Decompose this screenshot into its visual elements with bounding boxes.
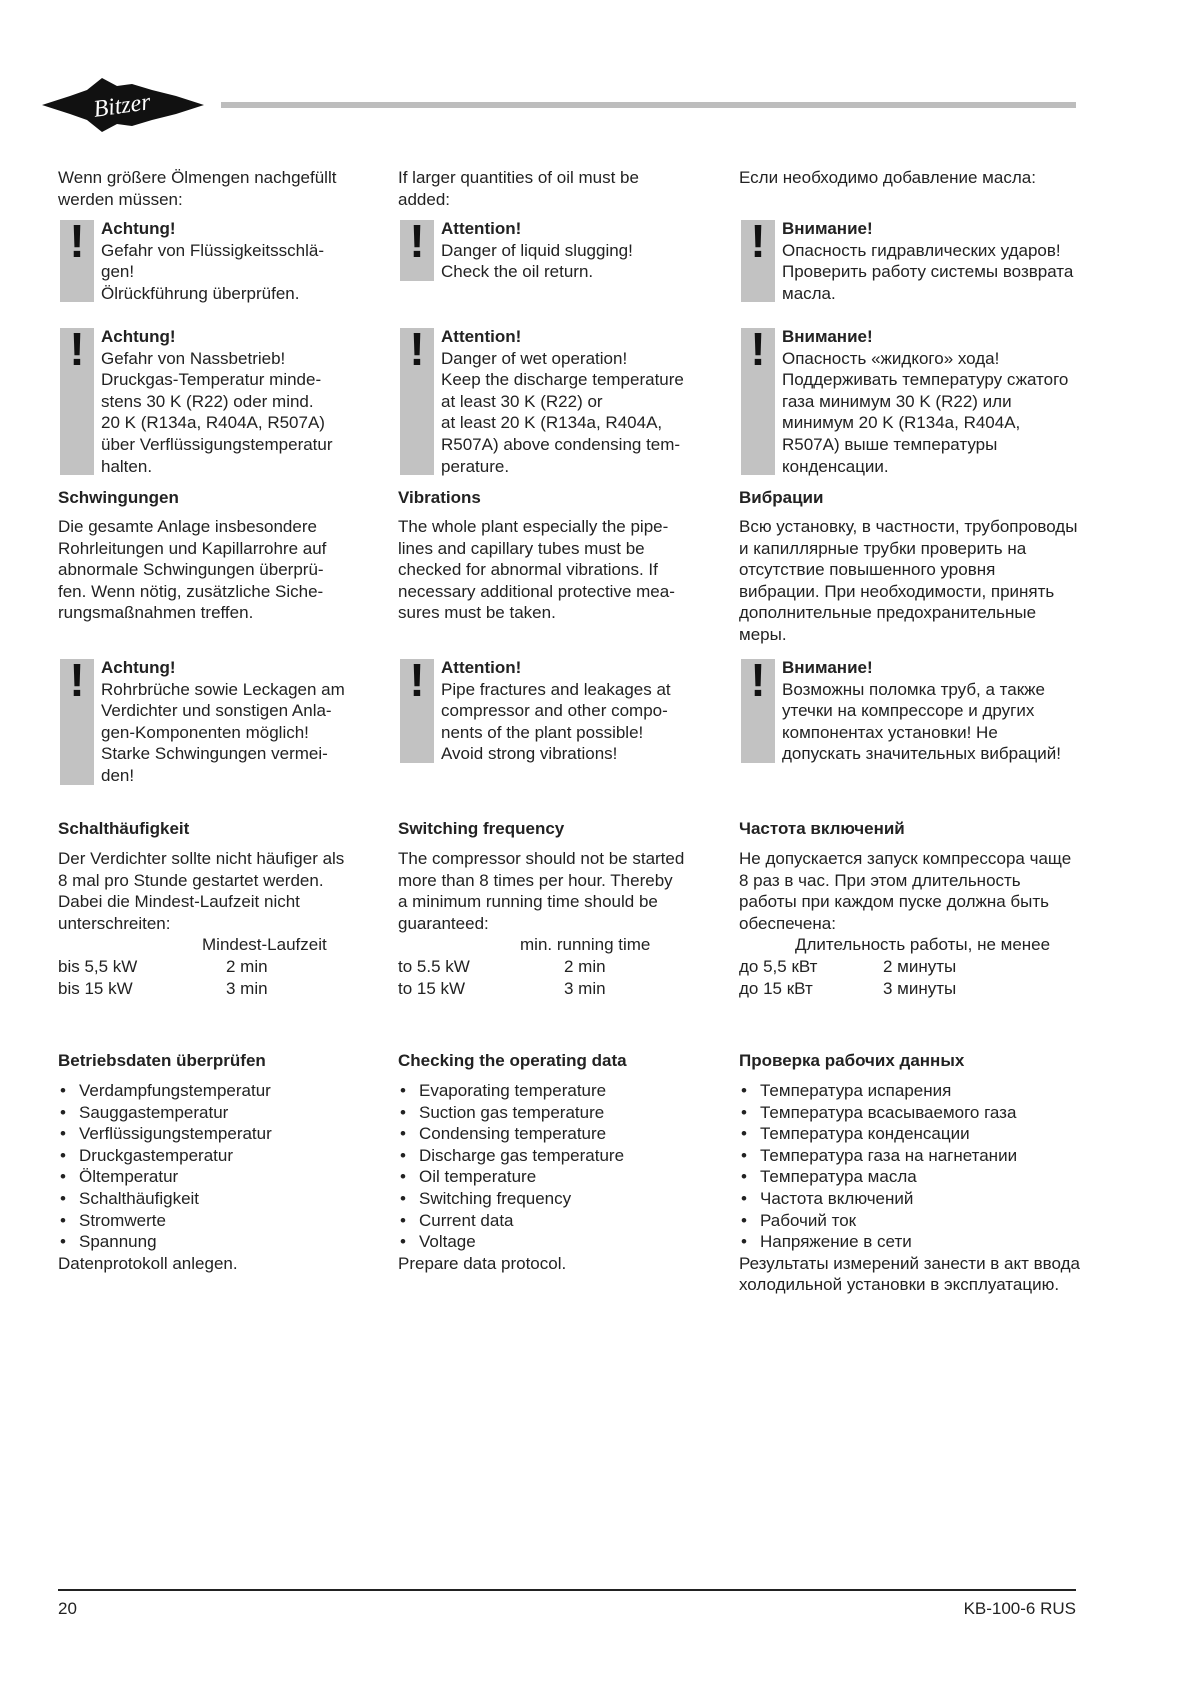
checking-list [739, 1080, 1079, 1296]
text-line: Die gesamte Anlage insbesondere [58, 517, 317, 536]
text-line: дополнительные предохранительные [739, 603, 1037, 623]
list-item-text: Oil temperature [419, 1167, 537, 1187]
min-runtime: 3 min [564, 978, 606, 998]
warning-line: компонентах установки! Не [782, 722, 998, 742]
bullet-icon: • [741, 1145, 747, 1165]
warning-line: über Verflüssigungstemperatur [101, 434, 333, 454]
runtime-table [739, 934, 1079, 999]
text-line: работы при каждом пуске должна быть [739, 892, 1050, 912]
bullet-icon: • [60, 1145, 66, 1165]
text-line: Если необходимо добавление масла: [739, 168, 1036, 187]
table-header: Mindest-Laufzeit [202, 935, 327, 955]
bullet-icon: • [60, 1232, 66, 1252]
table-header: Длительность работы, не менее [795, 935, 1051, 955]
warning-line: nents of the plant possible! [441, 722, 644, 742]
bullet-icon: • [60, 1188, 66, 1208]
switching-text [398, 848, 738, 999]
list-item [398, 1080, 738, 1102]
text-line: necessary additional protective mea- [398, 581, 675, 601]
text-line: guaranteed: [398, 913, 489, 933]
list-item-text: Температура испарения [760, 1081, 952, 1100]
vibrations-text [398, 516, 738, 624]
section-heading: Checking the operating data [398, 1051, 627, 1070]
warning-line: R507A) выше температуры [782, 434, 998, 454]
text-line: отсутствие повышенного уровня [739, 560, 996, 580]
warning-line: утечки на компрессоре и других [782, 701, 1035, 721]
exclamation-icon: ! [409, 215, 425, 267]
table-row [398, 956, 738, 978]
list-item [398, 1210, 738, 1232]
warning-line: допускать значительных вибраций! [782, 744, 1061, 764]
warning-text [782, 326, 1068, 477]
bullet-icon: • [400, 1210, 406, 1230]
table-header: min. running time [520, 935, 651, 955]
section-heading: Schwingungen [58, 488, 179, 507]
list-item [58, 1080, 398, 1102]
text-line: холодильной установки в эксплуатацию. [739, 1275, 1060, 1295]
switching-text [739, 848, 1079, 999]
min-runtime: 2 min [564, 956, 606, 976]
bullet-icon: • [400, 1188, 406, 1208]
text-line: 8 mal pro Stunde gestartet werden. [58, 870, 324, 890]
warning-title: Attention! [441, 327, 522, 346]
list-item [398, 1123, 738, 1145]
list-item [398, 1166, 738, 1188]
warning-bar [60, 323, 94, 475]
warning-line: Проверить работу системы возврата [782, 262, 1074, 282]
text-line: Dabei die Mindest-Laufzeit nicht [58, 892, 300, 912]
exclamation-icon: ! [69, 215, 85, 267]
svg-text:Bitzer: Bitzer [91, 89, 153, 123]
warning-text [101, 657, 345, 787]
bullet-icon: • [741, 1124, 747, 1144]
list-item-text: Schalthäufigkeit [79, 1188, 200, 1208]
list-item-text: Voltage [419, 1232, 476, 1252]
text-line: Результаты измерений занести в акт ввода [739, 1253, 1080, 1273]
vibrations-text [58, 516, 398, 624]
warning-title: Achtung! [101, 219, 176, 238]
text-line: Datenprotokoll anlegen. [58, 1253, 238, 1273]
footer-rule [58, 1589, 1076, 1591]
bullet-icon: • [400, 1081, 406, 1100]
runtime-table [58, 934, 398, 999]
warning-text [441, 218, 633, 283]
list-item-text: Частота включений [760, 1188, 914, 1208]
warning-line: конденсации. [782, 456, 889, 476]
checking-list [58, 1080, 398, 1274]
table-row [58, 956, 398, 978]
warning-line: минимум 20 K (R134a, R404A, [782, 413, 1021, 433]
warning-line: Gefahr von Flüssigkeitsschlä- [101, 240, 324, 260]
list-item-text: Suction gas temperature [419, 1102, 605, 1122]
warning-line: Keep the discharge temperature [441, 370, 684, 390]
warning-line: Druckgas-Temperatur minde- [101, 370, 322, 390]
text-line: Всю установку, в частности, трубопроводы [739, 517, 1078, 536]
warning-line: Gefahr von Nassbetrieb! [101, 348, 286, 368]
exclamation-icon: ! [750, 654, 766, 706]
warning-line: halten. [101, 456, 153, 476]
warning-line: Starke Schwingungen vermei- [101, 744, 328, 764]
text-line: If larger quantities of oil must be [398, 168, 639, 187]
warning-line: at least 30 K (R22) or [441, 391, 603, 411]
min-runtime: 3 min [226, 978, 268, 998]
warning-line: Rohrbrüche sowie Leckagen am [101, 679, 345, 699]
section-heading: Switching frequency [398, 819, 565, 838]
warning-bar [741, 323, 775, 475]
vibrations-text [739, 516, 1079, 646]
text-line: rungsmaßnahmen treffen. [58, 603, 254, 623]
list-item [58, 1123, 398, 1145]
list-item [398, 1102, 738, 1124]
bullet-icon: • [741, 1210, 747, 1230]
warning-title: Achtung! [101, 658, 176, 677]
section-heading: Частота включений [739, 819, 905, 838]
text-line: lines and capillary tubes must be [398, 538, 645, 558]
warning-line: Поддерживать температуру сжатого [782, 370, 1069, 390]
section-heading: Вибрации [739, 488, 824, 507]
warning-title: Внимание! [782, 327, 873, 346]
bullet-icon: • [741, 1102, 747, 1122]
warning-bar [60, 654, 94, 785]
warning-bar [741, 215, 775, 302]
warning-line: Ölrückführung überprüfen. [101, 283, 300, 303]
list-item [58, 1102, 398, 1124]
warning-line: Avoid strong vibrations! [441, 744, 618, 764]
text-line: Rohrleitungen und Kapillarrohre auf [58, 538, 327, 558]
warning-line: stens 30 K (R22) oder mind. [101, 391, 314, 411]
exclamation-icon: ! [750, 215, 766, 267]
text-line: a minimum running time should be [398, 892, 658, 912]
bullet-icon: • [741, 1232, 747, 1252]
text-line: Wenn größere Ölmengen nachgefüllt [58, 168, 337, 187]
list-item-text: Stromwerte [79, 1210, 166, 1230]
document-id: KB-100-6 RUS [963, 1599, 1076, 1618]
list-item [58, 1145, 398, 1167]
text-line: sures must be taken. [398, 603, 556, 623]
text-line: 8 раз в час. При этом длительность [739, 870, 1021, 890]
text-line: fen. Wenn nötig, zusätzliche Siche- [58, 581, 324, 601]
intro-text [398, 167, 738, 210]
warning-bar [741, 654, 775, 763]
bullet-icon: • [741, 1081, 747, 1100]
list-item-text: Температура всасываемого газа [760, 1102, 1017, 1122]
list-item-text: Verflüssigungstemperatur [79, 1124, 272, 1144]
power-range: to 5.5 kW [398, 956, 470, 976]
warning-bar [60, 215, 94, 302]
list-item-text: Spannung [79, 1232, 157, 1252]
list-item [58, 1188, 398, 1210]
warning-title: Attention! [441, 658, 522, 677]
bitzer-logo [42, 76, 204, 134]
warning-title: Attention! [441, 219, 522, 238]
warning-text [441, 326, 684, 477]
exclamation-icon: ! [409, 323, 425, 375]
warning-title: Achtung! [101, 327, 176, 346]
text-line: Не допускается запуск компрессора чаще [739, 849, 1072, 868]
list-item [398, 1145, 738, 1167]
list-item [739, 1123, 1079, 1145]
warning-line: Danger of liquid slugging! [441, 240, 633, 260]
power-range: to 15 kW [398, 978, 466, 998]
power-range: bis 15 kW [58, 978, 133, 998]
table-row [58, 978, 398, 1000]
warning-line: gen! [101, 262, 135, 282]
list-item-text: Discharge gas temperature [419, 1145, 625, 1165]
table-row [739, 978, 1079, 1000]
warning-line: Pipe fractures and leakages at [441, 679, 671, 699]
text-line: The compressor should not be started [398, 849, 685, 868]
bullet-icon: • [400, 1167, 406, 1187]
warning-title: Внимание! [782, 658, 873, 677]
warning-text [782, 218, 1073, 304]
list-item [398, 1231, 738, 1253]
text-line: меры. [739, 624, 787, 644]
warning-line: at least 20 K (R134a, R404A, [441, 413, 663, 433]
warning-line: R507A) above condensing tem- [441, 434, 681, 454]
exclamation-icon: ! [69, 654, 85, 706]
text-line: more than 8 times per hour. Thereby [398, 870, 673, 890]
warning-text [441, 657, 671, 765]
bullet-icon: • [400, 1145, 406, 1165]
list-item-text: Evaporating temperature [419, 1081, 607, 1100]
list-item-text: Напряжение в сети [760, 1232, 912, 1252]
list-item [739, 1210, 1079, 1232]
min-runtime: 2 минуты [883, 956, 957, 976]
list-item [58, 1166, 398, 1188]
text-line: werden müssen: [58, 189, 183, 209]
list-item [739, 1188, 1079, 1210]
list-item-text: Рабочий ток [760, 1210, 857, 1230]
list-item [739, 1231, 1079, 1253]
bullet-icon: • [400, 1124, 406, 1144]
text-line: unterschreiten: [58, 913, 171, 933]
list-item-text: Öltemperatur [79, 1167, 179, 1187]
warning-line: Verdichter und sonstigen Anla- [101, 701, 332, 721]
warning-bar [400, 323, 434, 475]
switching-text [58, 848, 398, 999]
text-line: abnormale Schwingungen überprü- [58, 560, 324, 580]
section-heading: Проверка рабочих данных [739, 1051, 965, 1070]
warning-text [782, 657, 1061, 765]
bullet-icon: • [60, 1167, 66, 1187]
warning-text [101, 218, 324, 304]
section-heading: Vibrations [398, 488, 481, 507]
runtime-table [398, 934, 738, 999]
warning-line: perature. [441, 456, 510, 476]
text-line: checked for abnormal vibrations. If [398, 560, 658, 580]
table-row [739, 956, 1079, 978]
list-item-text: Current data [419, 1210, 514, 1230]
list-item-text: Температура конденсации [760, 1124, 970, 1144]
warning-line: Опасность «жидкого» хода! [782, 348, 1000, 368]
bullet-icon: • [60, 1210, 66, 1230]
power-range: до 5,5 кВт [739, 956, 818, 976]
warning-line: den! [101, 765, 135, 785]
exclamation-icon: ! [750, 323, 766, 375]
warning-bar [400, 215, 434, 281]
warning-line: газа минимум 30 K (R22) или [782, 391, 1012, 411]
power-range: до 15 кВт [739, 978, 813, 998]
bullet-icon: • [60, 1124, 66, 1144]
warning-line: Опасность гидравлических ударов! [782, 240, 1061, 260]
bullet-icon: • [741, 1167, 747, 1187]
table-row [398, 978, 738, 1000]
checking-list [398, 1080, 738, 1274]
min-runtime: 3 минуты [883, 978, 957, 998]
list-item-text: Switching frequency [419, 1188, 572, 1208]
list-item [739, 1102, 1079, 1124]
list-item [739, 1166, 1079, 1188]
warning-text [101, 326, 333, 477]
bullet-icon: • [400, 1102, 406, 1122]
list-item-text: Verdampfungstemperatur [79, 1081, 271, 1100]
power-range: bis 5,5 kW [58, 956, 138, 976]
bullet-icon: • [741, 1188, 747, 1208]
warning-line: масла. [782, 283, 836, 303]
list-item [739, 1145, 1079, 1167]
intro-text [58, 167, 398, 210]
warning-line: Возможны поломка труб, а также [782, 679, 1045, 699]
warning-title: Внимание! [782, 219, 873, 238]
min-runtime: 2 min [226, 956, 268, 976]
list-item [398, 1188, 738, 1210]
warning-line: compressor and other compo- [441, 701, 668, 721]
text-line: и капиллярные трубки проверить на [739, 538, 1027, 558]
warning-line: Check the oil return. [441, 262, 594, 282]
warning-bar [400, 654, 434, 763]
list-item-text: Condensing temperature [419, 1124, 607, 1144]
list-item-text: Sauggastemperatur [79, 1102, 229, 1122]
bullet-icon: • [60, 1102, 66, 1122]
text-line: Prepare data protocol. [398, 1253, 567, 1273]
text-line: The whole plant especially the pipe- [398, 517, 669, 536]
list-item [58, 1231, 398, 1253]
header-rule [221, 102, 1076, 108]
section-heading: Betriebsdaten überprüfen [58, 1051, 266, 1070]
intro-text [739, 167, 1079, 189]
text-line: Der Verdichter sollte nicht häufiger als [58, 849, 345, 868]
list-item-text: Температура газа на нагнетании [760, 1145, 1018, 1165]
section-heading: Schalthäufigkeit [58, 819, 190, 838]
list-item-text: Температура масла [760, 1167, 917, 1187]
warning-line: 20 K (R134a, R404A, R507A) [101, 413, 325, 433]
bullet-icon: • [60, 1081, 66, 1100]
list-item [739, 1080, 1079, 1102]
bullet-icon: • [400, 1232, 406, 1252]
list-item [58, 1210, 398, 1232]
list-item-text: Druckgastemperatur [79, 1145, 234, 1165]
warning-line: gen-Komponenten möglich! [101, 722, 309, 742]
warning-line: Danger of wet operation! [441, 348, 628, 368]
text-line: added: [398, 189, 450, 209]
exclamation-icon: ! [69, 323, 85, 375]
page-number: 20 [58, 1599, 77, 1618]
text-line: обеспечена: [739, 913, 836, 933]
exclamation-icon: ! [409, 654, 425, 706]
text-line: вибрации. При необходимости, принять [739, 581, 1055, 601]
